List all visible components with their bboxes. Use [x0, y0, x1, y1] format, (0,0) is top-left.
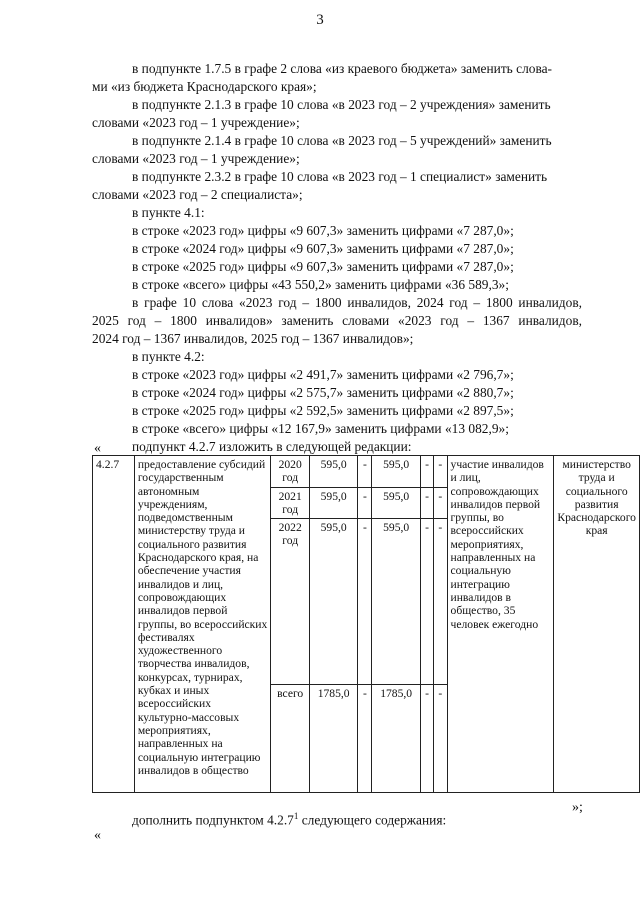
- executor-cell: министерство труда и социального развития Краснодарского края: [554, 456, 640, 793]
- amendment-line: ми «из бюджета Краснодарского края»;: [92, 79, 317, 94]
- close-quote: »;: [572, 800, 583, 815]
- amendment-line: 2025 год – 1800 инвалидов» заменить словами «2023 год – 1367 инвалидов,: [92, 313, 582, 328]
- other-cell: -: [434, 456, 447, 488]
- regional-cell: 595,0: [372, 519, 420, 685]
- amendment-line: в строке «2023 год» цифры «9 607,3» заменить цифрами «7 287,0»;: [132, 223, 514, 238]
- amendment-line: в пункте 4.1:: [132, 205, 205, 220]
- add-subclause-sup: 1: [293, 811, 299, 821]
- total-cell: 595,0: [309, 487, 357, 519]
- total-cell: 595,0: [309, 456, 357, 488]
- page-number: 3: [316, 12, 324, 28]
- other-cell: -: [434, 685, 447, 793]
- federal-cell: -: [358, 487, 372, 519]
- last-open-quote: «: [94, 828, 101, 843]
- amendment-line: словами «2023 год – 2 специалиста»;: [92, 187, 303, 202]
- result-cell-empty: [447, 685, 554, 793]
- item-description: предоставление субсидий государственным автономным учреждениям, подведомственным министерству труда и социального развития Краснодарского края, на обеспечение участия инвалидов и лиц, сопровождающих инвалидов первой группы, во всероссийских фестивалях художественного творчества инвалидов, конкурсах, турнирах, кубках и иных всероссийских культурно-массовых мероприятиях, направленных на социальную интеграцию инвалидов в общество: [134, 456, 271, 793]
- result-cell: участие инвалидов и лиц, сопровождающих инвалидов первой группы, во всероссийских мероприятиях, направленных на социальную интеграцию инвалидов в общество, 35 человек ежегодно: [447, 456, 554, 685]
- amendment-line: в строке «2024 год» цифры «2 575,7» заменить цифрами «2 880,7»;: [132, 385, 514, 400]
- other-cell: -: [434, 487, 447, 519]
- local-cell: -: [420, 519, 433, 685]
- add-subclause-text: дополнить подпунктом 4.2.7: [132, 812, 294, 828]
- local-cell: -: [420, 456, 433, 488]
- amendment-line: в строке «всего» цифры «12 167,9» заменить цифрами «13 082,9»;: [132, 421, 509, 436]
- year-cell: 2022 год: [271, 519, 310, 685]
- add-subclause-tail: следующего содержания:: [298, 812, 447, 828]
- amendment-line: в графе 10 слова «2023 год – 1800 инвалидов, 2024 год – 1800 инвалидов,: [132, 295, 582, 310]
- item-number: 4.2.7: [93, 456, 135, 793]
- regional-cell: 1785,0: [372, 685, 420, 793]
- regional-cell: 595,0: [372, 487, 420, 519]
- local-cell: -: [420, 487, 433, 519]
- total-cell: 595,0: [309, 519, 357, 685]
- regional-cell: 595,0: [372, 456, 420, 488]
- federal-cell: -: [358, 456, 372, 488]
- amendment-line: подпункт 4.2.7 изложить в следующей редакции:: [132, 439, 412, 454]
- year-cell: всего: [271, 685, 310, 793]
- amendment-line: в строке «всего» цифры «43 550,2» заменить цифрами «36 589,3»;: [132, 277, 509, 292]
- amendment-line: в строке «2023 год» цифры «2 491,7» заменить цифрами «2 796,7»;: [132, 367, 514, 382]
- amendment-line: 2024 год – 1367 инвалидов, 2025 год – 1367 инвалидов»;: [92, 331, 414, 346]
- open-quote: «: [94, 441, 101, 456]
- amendment-line: в строке «2025 год» цифры «9 607,3» заменить цифрами «7 287,0»;: [132, 259, 514, 274]
- other-cell: -: [434, 519, 447, 685]
- add-subclause-line: [92, 808, 582, 829]
- amendment-line: в подпункте 2.3.2 в графе 10 слова «в 2023 год – 1 специалист» заменить: [132, 169, 548, 184]
- amendment-line: в подпункте 2.1.3 в графе 10 слова «в 2023 год – 2 учреждения» заменить: [132, 97, 551, 112]
- year-cell: 2020 год: [271, 456, 310, 488]
- program-table: [92, 455, 640, 793]
- amendment-line: в пункте 4.2:: [132, 349, 205, 364]
- federal-cell: -: [358, 685, 372, 793]
- year-cell: 2021 год: [271, 487, 310, 519]
- amendment-line: в строке «2024 год» цифры «9 607,3» заменить цифрами «7 287,0»;: [132, 241, 514, 256]
- amendment-line: словами «2023 год – 1 учреждение»;: [92, 151, 300, 166]
- amendment-line: в строке «2025 год» цифры «2 592,5» заменить цифрами «2 897,5»;: [132, 403, 514, 418]
- local-cell: -: [420, 685, 433, 793]
- amendment-line: словами «2023 год – 1 учреждение»;: [92, 115, 300, 130]
- amendment-line: в подпункте 1.7.5 в графе 2 слова «из краевого бюджета» заменить слова-: [132, 61, 552, 76]
- total-cell: 1785,0: [309, 685, 357, 793]
- amendment-line: в подпункте 2.1.4 в графе 10 слова «в 2023 год – 5 учреждений» заменить: [132, 133, 552, 148]
- federal-cell: -: [358, 519, 372, 685]
